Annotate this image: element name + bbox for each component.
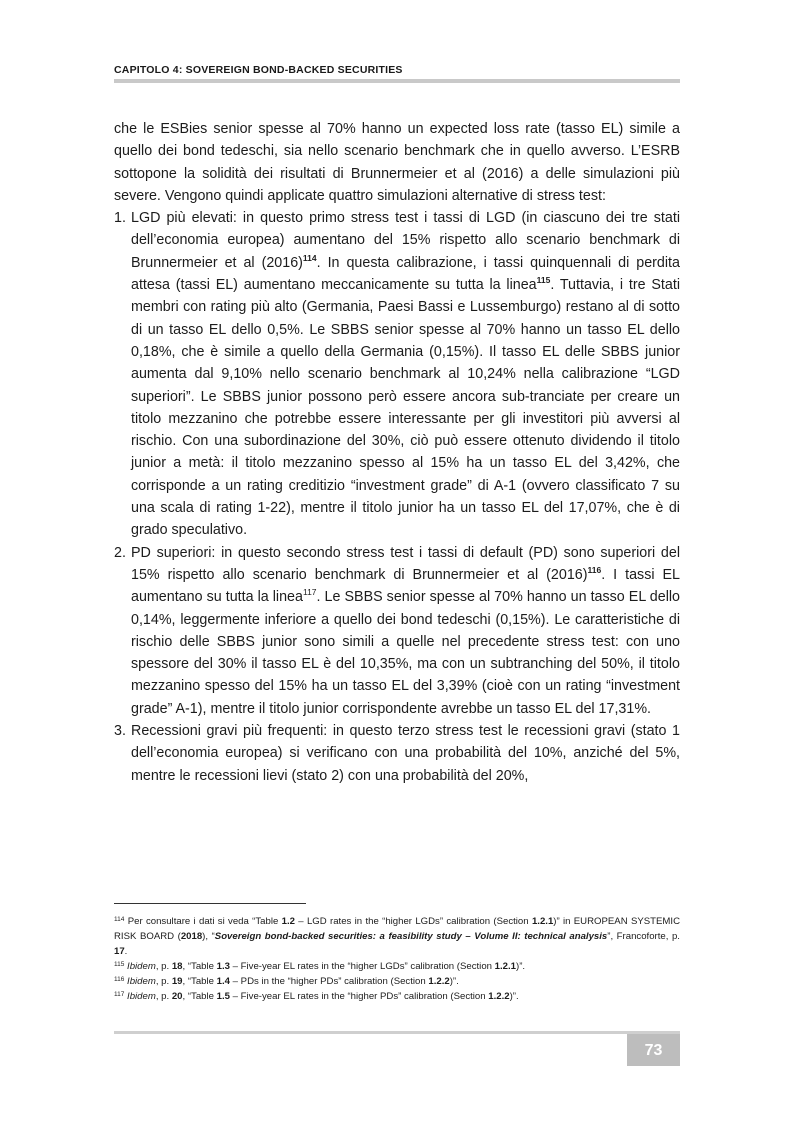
list-text: Recessioni gravi più frequenti: in questo terzo stress test le recessioni gravi (stato 1 dell’economia europea) si verificano con una probabilità del 10%, anziché del 5%, mentre le recessioni lievi (stato 2) con una probabilità del 20%, — [131, 723, 680, 784]
footnote-number: 116 — [114, 976, 125, 983]
chapter-title: CAPITOLO 4: SOVEREIGN BOND-BACKED SECURITIES — [114, 64, 403, 76]
footnotes — [114, 914, 680, 1004]
header-divider — [114, 79, 680, 83]
footnote-number: 117 — [114, 991, 125, 998]
list-number: 1. — [114, 210, 126, 227]
list-text: LGD più elevati: in questo primo stress test i tassi di LGD (in ciascuno dei tre stati dell’economia europea) aumentano del 15% rispetto allo scenario benchmark di Brunnermeier et al (2016) — [131, 210, 680, 271]
list-item — [114, 207, 680, 541]
footnote-ref[interactable]: 115 — [536, 275, 551, 286]
list-item — [114, 720, 680, 787]
page-number: 73 — [627, 1034, 680, 1066]
footnote-ref[interactable]: 117 — [302, 587, 317, 598]
footnote-number: 114 — [114, 916, 125, 923]
footnote-ref[interactable]: 114 — [302, 252, 317, 263]
footnote: $^{116}$ Ibidem, p. 19, “Table 1.4 – PDs in the “higher PDs” calibration (Section 1.2.2)”. — [114, 976, 459, 987]
list-text: . Tuttavia, i tre Stati membri con rating più alto (Germania, Paesi Bassi e Lussemburgo) restano al di sotto di un tasso EL dello 0,5%. Le SBBS senior spesse al 70% hanno un tasso EL dello 0,18%, che è simile a quello della Germania (0,15%). Il tasso EL delle SBBS junior aumenta dal 9,10% nello scenario benchmark al 10,24% nella calibrazione “LGD superiori”. Le SBBS junior possono però essere ancora sub-tranciate per creare un titolo mezzanino che potrebbe essere interessante per gli investitori più avversi al rischio. Con una subordinazione del 30%, ciò può essere ottenuto dividendo il titolo junior a metà: il titolo mezzanino spesso al 15% ha un tasso EL del 3,42%, che corrisponde a un rating creditizio “investment grade” di A-1 (ovvero classificato 7 su una scala di rating 1-22), mentre il titolo junior ha un tasso EL del 17,07%, che è di grado speculativo. — [131, 277, 680, 539]
list-number: 3. — [114, 723, 126, 740]
footnote-number: 115 — [114, 961, 125, 968]
intro-paragraph: che le ESBies senior spesse al 70% hanno un expected loss rate (tasso EL) simile a quello dei bond tedeschi, sia nello scenario benchmark che in quello avverso. L’ESRB sottopone la solidità dei risultati di Brunnermeier et al (2016) a delle simulazioni più severe. Vengono quindi applicate quattro simulazioni alternative di stress test: — [114, 121, 680, 204]
footnote: $^{114}$ Per consultare i dati si veda “Table 1.2 – LGD rates in the “higher LGDs” calibration (Section 1.2.1)” in EUROPEAN SYSTEMIC RISK BOARD (2018), “Sovereign bond-backed securities: a feasibility study – Volume II: technical analysis”, Francoforte, p. 17. — [114, 916, 680, 957]
list-text: . Le SBBS senior spesse al 70% hanno un tasso EL dello 0,14%, leggermente inferiore a quello dei bond tedeschi (0,15%). Le caratteristiche di rischio delle SBBS junior sono simili a quelle nel precedente stress test: con uno spessore del 30% il tasso EL è del 10,35%, ma con un subtranching del 50%, il titolo mezzanino spesso del 15% ha un tasso EL del 3,39% (cioè con un rating “investment grade” A-1), mentre il titolo junior corrispondente avrebbe un tasso EL del 17,31%. — [131, 589, 680, 717]
footnote-divider — [114, 903, 306, 904]
footnote: $^{117}$ Ibidem, p. 20, “Table 1.5 – Five-year EL rates in the “higher PDs” calibration (Section 1.2.2)”. — [114, 991, 519, 1002]
footnote: $^{115}$ Ibidem, p. 18, “Table 1.3 – Five-year EL rates in the “higher LGDs” calibration (Section 1.2.1)”. — [114, 961, 526, 972]
main-text — [114, 118, 680, 787]
list-text: . I tassi EL aumentano su tutta la linea — [131, 566, 680, 606]
list-text: PD superiori: in questo secondo stress test i tassi di default (PD) sono superiori del 15% rispetto allo scenario benchmark di Brunnermeier et al (2016) — [131, 544, 680, 583]
stress-test-list — [114, 207, 680, 787]
running-header — [114, 64, 680, 83]
list-text: . In questa calibrazione, i tassi quinquennali di perdita attesa (tassi EL) aumentano meccanicamente su tutta la linea — [131, 254, 680, 294]
footer-divider — [114, 1031, 680, 1034]
list-number: 2. — [114, 544, 126, 561]
list-item — [114, 542, 680, 720]
footnote-ref[interactable]: 116 — [587, 564, 602, 575]
